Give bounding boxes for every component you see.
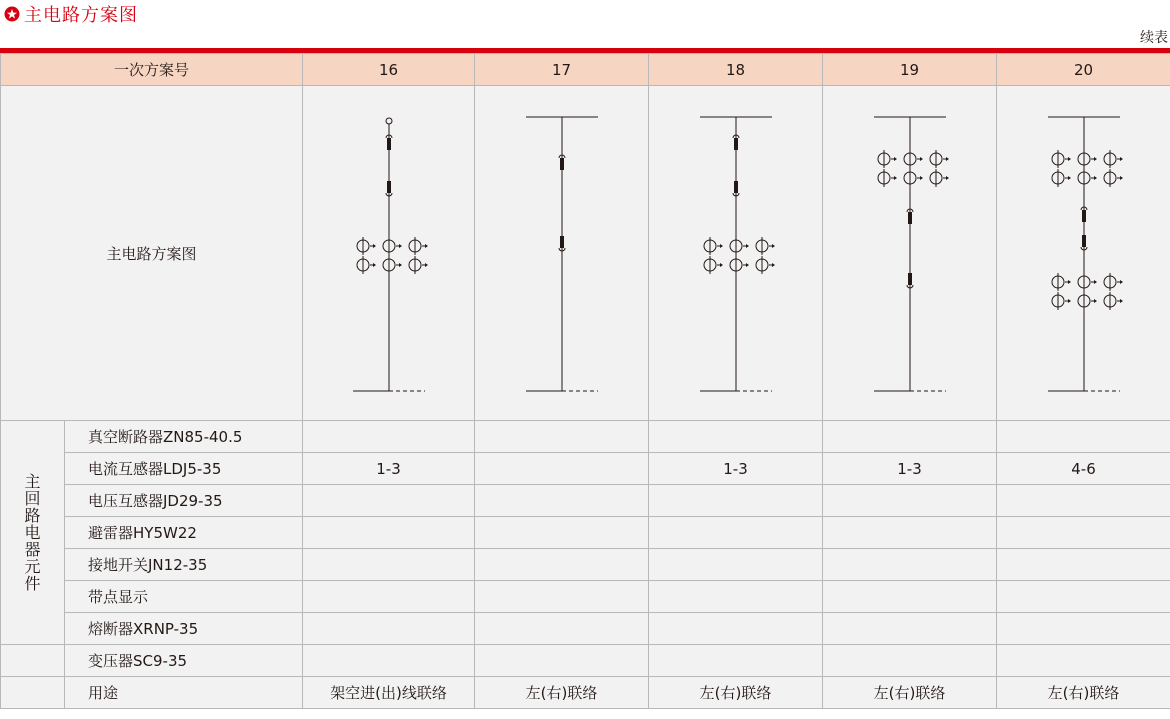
component-row [1, 485, 1170, 517]
ct-arrow [1094, 280, 1097, 284]
ct-arrow [772, 244, 775, 248]
ct-arrow [1094, 299, 1097, 303]
diagram-row [1, 86, 1170, 421]
row-name: 电流互感器LDJ5-35 [65, 453, 303, 485]
cell [997, 581, 1170, 613]
ct-arrow [373, 244, 376, 248]
scheme-diagram-17 [475, 86, 649, 421]
cell [303, 613, 475, 645]
usage-cell: 左(右)联络 [997, 677, 1170, 709]
cell [823, 645, 997, 677]
cell: 4-6 [997, 453, 1170, 485]
ct-arrow [373, 263, 376, 267]
component-row [1, 581, 1170, 613]
row-name: 接地开关JN12-35 [65, 549, 303, 581]
ct-arrow [399, 244, 402, 248]
scheme-diagram-18 [649, 86, 823, 421]
usage-cell: 左(右)联络 [475, 677, 649, 709]
circuit-diagram-19 [823, 86, 997, 420]
ct-arrow [1094, 157, 1097, 161]
ct-arrow [946, 157, 949, 161]
circuit-diagram-16 [303, 86, 475, 420]
cell [823, 549, 997, 581]
scheme-diagram-16 [303, 86, 475, 421]
ct-arrow [1068, 157, 1071, 161]
ct-arrow [399, 263, 402, 267]
header-col-18: 18 [649, 54, 823, 86]
component-row [1, 453, 1170, 485]
ct-arrow [772, 263, 775, 267]
cell [475, 421, 649, 453]
empty-group-cell [1, 677, 65, 709]
usage-cell: 左(右)联络 [649, 677, 823, 709]
cell [303, 517, 475, 549]
cell [303, 549, 475, 581]
cell [303, 645, 475, 677]
usage-row [1, 677, 1170, 709]
cell [303, 581, 475, 613]
ct-arrow [425, 263, 428, 267]
empty-group-cell [1, 645, 65, 677]
ct-arrow [920, 176, 923, 180]
ct-arrow [425, 244, 428, 248]
cell [303, 485, 475, 517]
cell [475, 485, 649, 517]
row-name: 变压器SC9-35 [65, 645, 303, 677]
cell: 1-3 [649, 453, 823, 485]
breaker-contact [1082, 210, 1086, 222]
cell [649, 549, 823, 581]
cell [997, 517, 1170, 549]
ct-arrow [720, 244, 723, 248]
ct-arrow [1068, 176, 1071, 180]
cell [823, 421, 997, 453]
scheme-table [0, 53, 1170, 709]
header-col-20: 20 [997, 54, 1170, 86]
header-col-17: 17 [475, 54, 649, 86]
cell [997, 645, 1170, 677]
ct-arrow [1068, 280, 1071, 284]
breaker-contact [734, 138, 738, 150]
cell [649, 613, 823, 645]
cell [649, 645, 823, 677]
ct-arrow [746, 244, 749, 248]
cell [823, 613, 997, 645]
group-label-text: 主 回 路 电 器 元 件 [24, 471, 41, 593]
component-row [1, 517, 1170, 549]
breaker-contact [387, 181, 391, 193]
row-name: 避雷器HY5W22 [65, 517, 303, 549]
cell: 1-3 [303, 453, 475, 485]
ct-arrow [1068, 299, 1071, 303]
ct-arrow [894, 157, 897, 161]
circuit-diagram-20 [997, 86, 1170, 420]
cell [997, 613, 1170, 645]
row-name: 熔断器XRNP-35 [65, 613, 303, 645]
page-title: 主电路方案图 [24, 5, 138, 26]
row-name: 带点显示 [65, 581, 303, 613]
cell [649, 485, 823, 517]
component-row [1, 613, 1170, 645]
cell [475, 581, 649, 613]
component-row [1, 421, 1170, 453]
row-name: 用途 [65, 677, 303, 709]
cell [649, 517, 823, 549]
cell [475, 517, 649, 549]
breaker-contact [1082, 235, 1086, 247]
header-col-19: 19 [823, 54, 997, 86]
cell [303, 421, 475, 453]
ct-arrow [1120, 176, 1123, 180]
circuit-diagram-18 [649, 86, 823, 420]
continued-label: 续表 [1140, 30, 1168, 46]
ct-arrow [894, 176, 897, 180]
breaker-contact [908, 273, 912, 285]
breaker-contact [560, 158, 564, 170]
breaker-contact [734, 181, 738, 193]
diagram-row-label: 主电路方案图 [1, 86, 303, 421]
circuit-diagram-17 [475, 86, 649, 420]
row-name: 电压互感器JD29-35 [65, 485, 303, 517]
cell: 1-3 [823, 453, 997, 485]
ct-arrow [720, 263, 723, 267]
cell [823, 517, 997, 549]
cell [823, 485, 997, 517]
ct-arrow [946, 176, 949, 180]
scheme-diagram-20 [997, 86, 1170, 421]
breaker-contact [560, 236, 564, 248]
cell [997, 485, 1170, 517]
ct-arrow [1094, 176, 1097, 180]
header-label: 一次方案号 [1, 54, 303, 86]
scheme-diagram-19 [823, 86, 997, 421]
transformer-row [1, 645, 1170, 677]
row-name: 真空断路器ZN85-40.5 [65, 421, 303, 453]
breaker-contact [387, 138, 391, 150]
cell [475, 549, 649, 581]
usage-cell: 左(右)联络 [823, 677, 997, 709]
header-col-16: 16 [303, 54, 475, 86]
cell [997, 549, 1170, 581]
usage-cell: 架空进(出)线联络 [303, 677, 475, 709]
terminal-circle [386, 118, 392, 124]
ct-arrow [1120, 157, 1123, 161]
cell [475, 453, 649, 485]
group-label [1, 421, 65, 645]
component-row [1, 549, 1170, 581]
cell [823, 581, 997, 613]
cell [997, 421, 1170, 453]
cell [649, 581, 823, 613]
cell [649, 421, 823, 453]
ct-arrow [920, 157, 923, 161]
ct-arrow [1120, 280, 1123, 284]
ct-arrow [746, 263, 749, 267]
section-title [4, 1, 138, 27]
cell [475, 645, 649, 677]
star-badge-icon [4, 6, 20, 22]
breaker-contact [908, 212, 912, 224]
cell [475, 613, 649, 645]
header-row [1, 54, 1170, 86]
ct-arrow [1120, 299, 1123, 303]
